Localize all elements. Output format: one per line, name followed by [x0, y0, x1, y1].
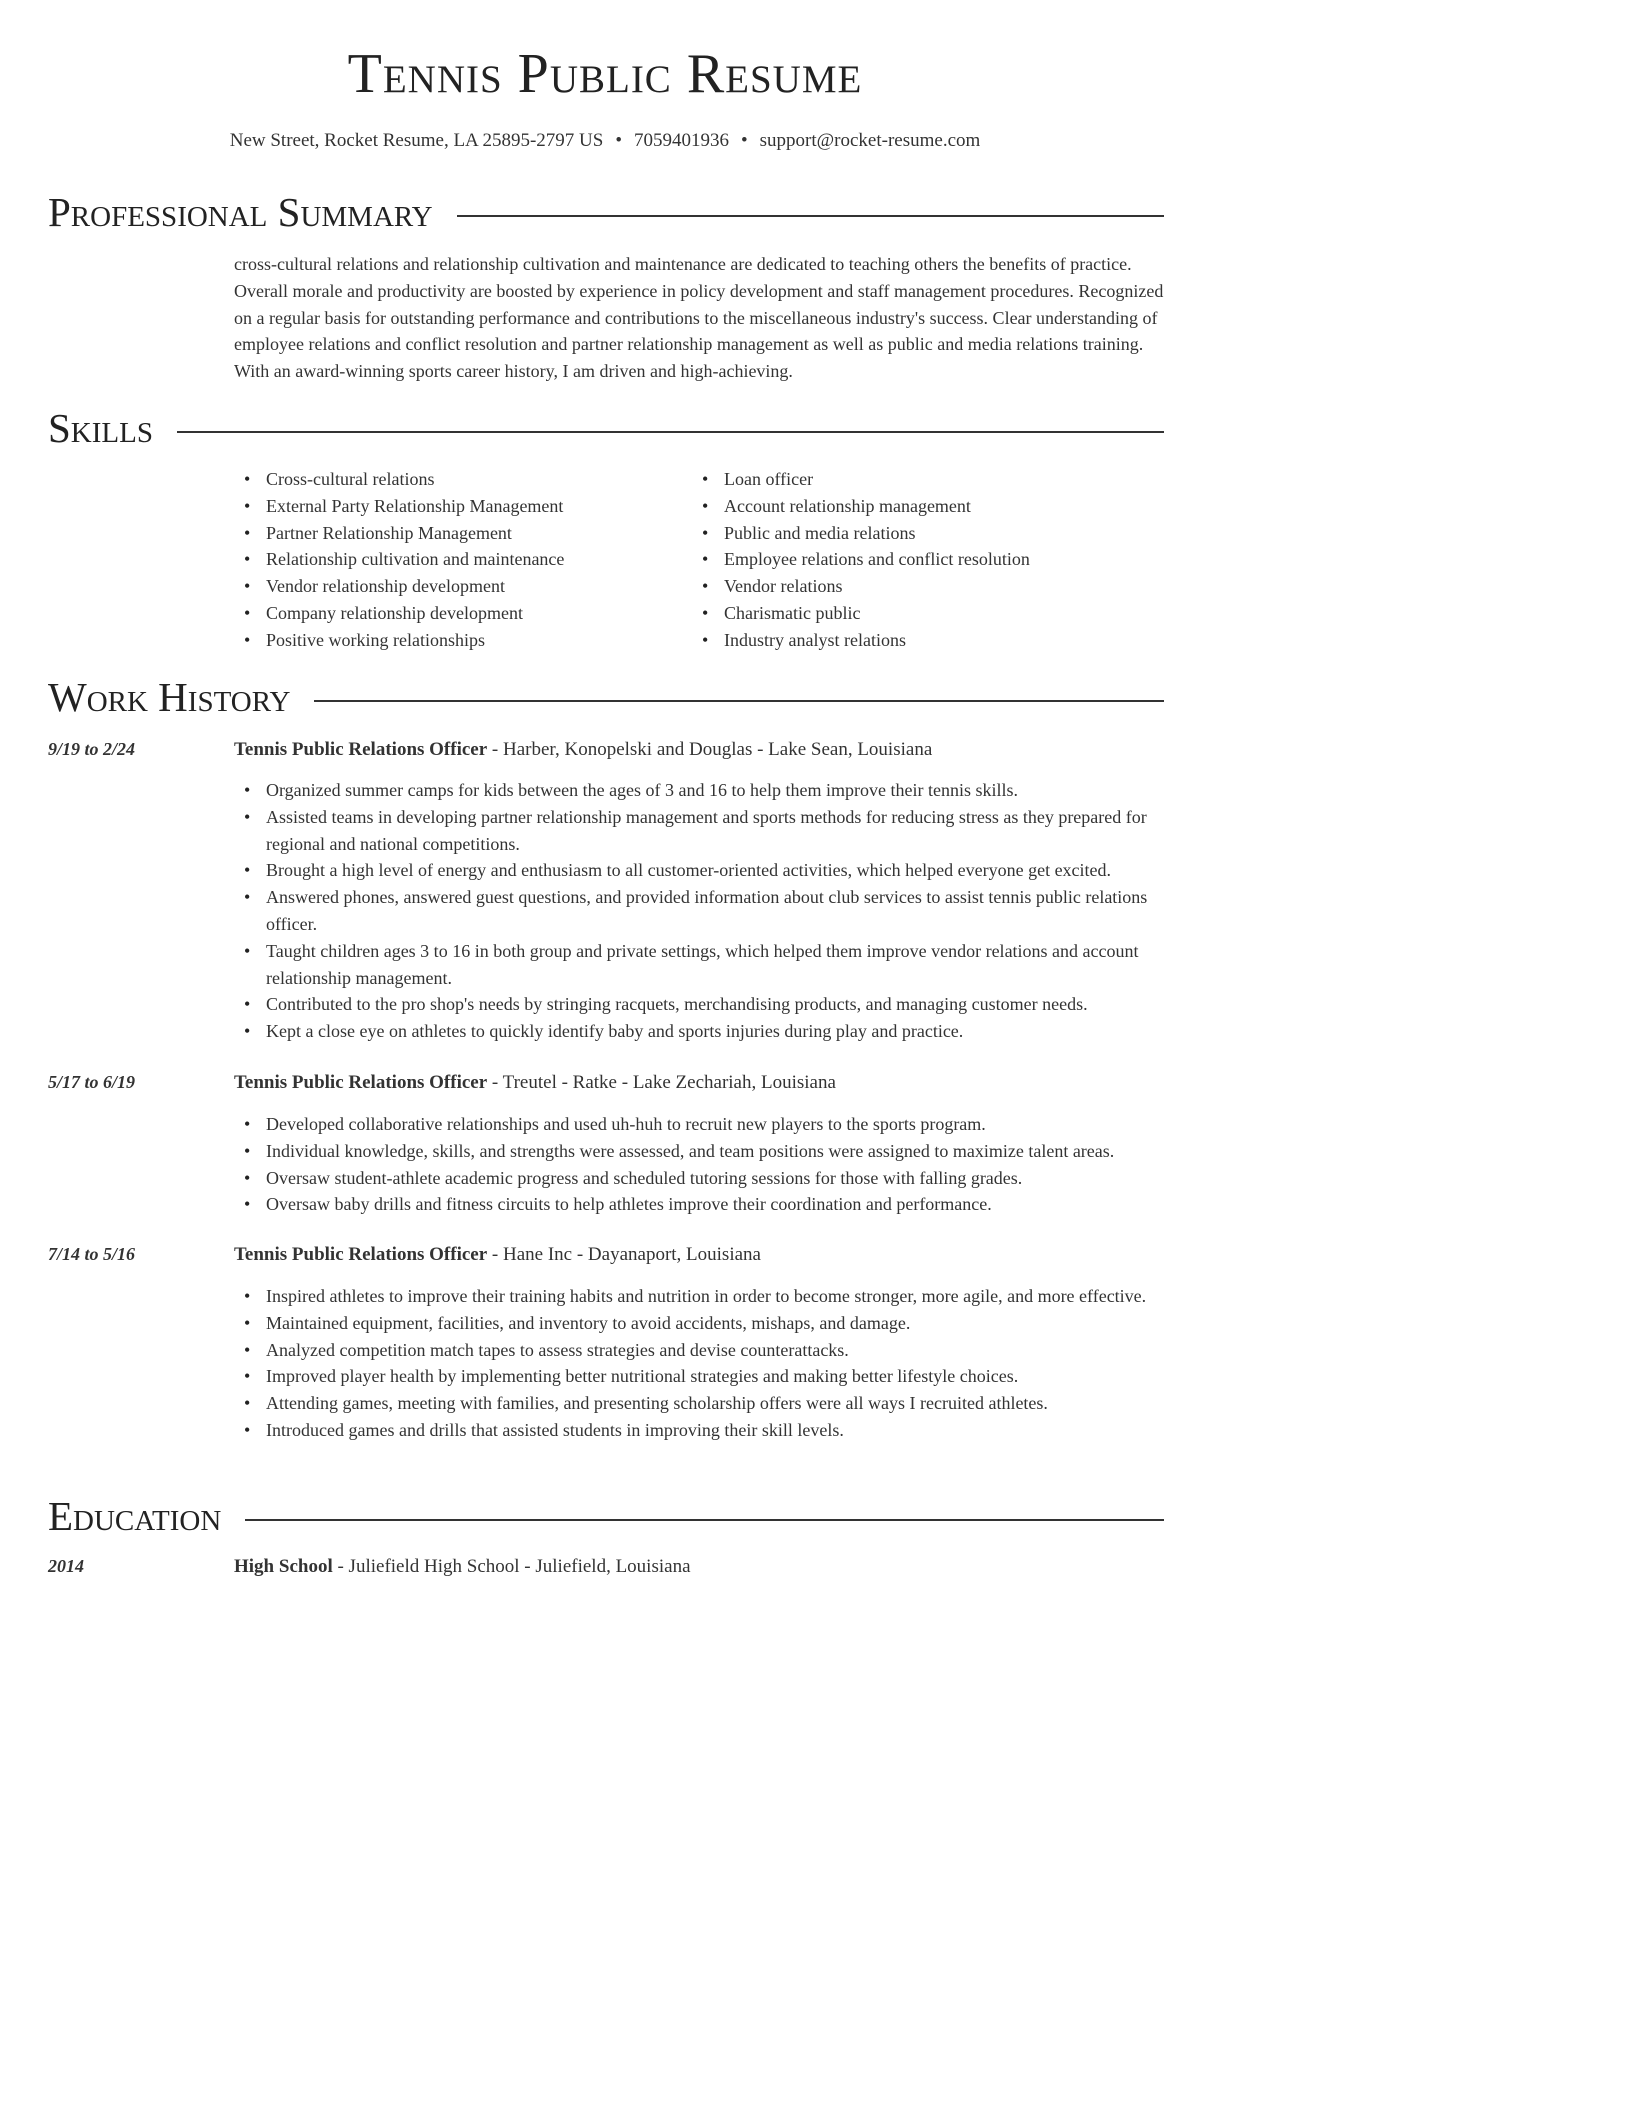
- skills-list-left: [234, 466, 674, 654]
- job-dates: 5/17 to 6/19: [48, 1072, 136, 1092]
- job-dates: 7/14 to 5/16: [48, 1244, 136, 1264]
- job-bullets: [234, 1283, 1164, 1444]
- job-bullets: [234, 777, 1164, 1045]
- skill-item: • Public and media relations: [692, 520, 1132, 547]
- education-year: 2014: [48, 1556, 84, 1576]
- section-divider: [457, 215, 1164, 217]
- job-role: Tennis Public Relations Officer: [234, 1072, 488, 1093]
- job-bullet-item: • Introduced games and drills that assisted students in improving their skill levels.: [234, 1417, 1164, 1444]
- job-bullet-item: • Taught children ages 3 to 16 in both group and private settings, which helped them improve vendor relations and account relationship management.: [234, 938, 1164, 992]
- job-bullet-item: • Developed collaborative relationships and used uh-huh to recruit new players to the sports program.: [234, 1111, 1164, 1138]
- skill-item: • External Party Relationship Management: [234, 493, 674, 520]
- job-heading: [234, 1244, 761, 1266]
- section-divider: [314, 700, 1164, 702]
- skill-item: • Relationship cultivation and maintenance: [234, 546, 674, 573]
- job-bullet-item: • Analyzed competition match tapes to assess strategies and devise counterattacks.: [234, 1337, 1164, 1364]
- education-section-title: Education: [48, 1493, 222, 1539]
- job-bullet-item: • Organized summer camps for kids between the ages of 3 and 16 to help them improve their tennis skills.: [234, 777, 1164, 804]
- work-section-title: Work History: [48, 674, 291, 720]
- work-section-header: [48, 674, 1164, 720]
- skill-item: • Loan officer: [692, 466, 1132, 493]
- job-bullet-item: • Attending games, meeting with families, and presenting scholarship offers were all ways I recruited athletes.: [234, 1390, 1164, 1417]
- job-heading: [234, 739, 932, 761]
- skills-section-header: [48, 405, 1164, 451]
- contact-phone[interactable]: 7059401936: [634, 130, 729, 151]
- job-details: - Harber, Konopelski and Douglas - Lake Sean, Louisiana: [487, 739, 933, 760]
- job-bullet-item: • Brought a high level of energy and enthusiasm to all customer-oriented activities, which helped everyone get excited.: [234, 857, 1164, 884]
- job-bullet-item: • Assisted teams in developing partner relationship management and sports methods for reducing stress as they prepared for regional and national competitions.: [234, 804, 1164, 858]
- contact-separator: •: [741, 130, 748, 151]
- job-bullet-item: • Maintained equipment, facilities, and inventory to avoid accidents, mishaps, and damage.: [234, 1310, 1164, 1337]
- job-bullet-item: • Individual knowledge, skills, and strengths were assessed, and team positions were assigned to maximize talent areas.: [234, 1138, 1164, 1165]
- job-bullet-item: • Oversaw baby drills and fitness circuits to help athletes improve their coordination and performance.: [234, 1191, 1164, 1218]
- skill-item: • Employee relations and conflict resolution: [692, 546, 1132, 573]
- job-role: Tennis Public Relations Officer: [234, 739, 488, 760]
- job-bullet-item: • Oversaw student-athlete academic progress and scheduled tutoring sessions for those with falling grades.: [234, 1165, 1164, 1192]
- job-bullet-item: • Inspired athletes to improve their training habits and nutrition in order to become stronger, more agile, and more effective.: [234, 1283, 1164, 1310]
- skill-item: • Vendor relations: [692, 573, 1132, 600]
- education-degree: High School: [234, 1556, 333, 1577]
- contact-line: [0, 130, 1210, 152]
- contact-separator: •: [615, 130, 622, 151]
- skill-item: • Charismatic public: [692, 600, 1132, 627]
- summary-text: cross-cultural relations and relationship cultivation and maintenance are dedicated to teaching others the benefits of practice. Overall morale and productivity are boosted by experience in policy development and staff management procedures. Recognized on a regular basis for outstanding performance and contributions to the miscellaneous industry's success. Clear understanding of employee relations and conflict resolution and partner relationship management as well as public and media relations training. With an award-winning sports career history, I am driven and high-achieving.: [234, 254, 1164, 382]
- skill-item: • Industry analyst relations: [692, 627, 1132, 654]
- job-bullet-item: • Improved player health by implementing better nutritional strategies and making better lifestyle choices.: [234, 1363, 1164, 1390]
- job-dates: 9/19 to 2/24: [48, 739, 136, 759]
- job-bullet-item: • Contributed to the pro shop's needs by stringing racquets, merchandising products, and managing customer needs.: [234, 991, 1164, 1018]
- section-divider: [177, 431, 1164, 433]
- contact-email[interactable]: support@rocket-resume.com: [759, 130, 981, 151]
- resume-name: Tennis Public Resume: [347, 43, 863, 105]
- education-heading: [234, 1556, 691, 1578]
- summary-section-header: [48, 189, 1164, 235]
- skills-section-title: Skills: [48, 405, 153, 451]
- job-bullets: [234, 1111, 1164, 1218]
- section-divider: [245, 1519, 1164, 1521]
- job-bullet-item: • Kept a close eye on athletes to quickly identify baby and sports injuries during play and practice.: [234, 1018, 1164, 1045]
- summary-section-title: Professional Summary: [48, 189, 433, 235]
- skill-item: • Account relationship management: [692, 493, 1132, 520]
- skill-item: • Partner Relationship Management: [234, 520, 674, 547]
- skill-item: • Positive working relationships: [234, 627, 674, 654]
- job-bullet-item: • Answered phones, answered guest questions, and provided information about club services to assist tennis public relations officer.: [234, 884, 1164, 938]
- education-details: - Juliefield High School - Juliefield, Louisiana: [332, 1556, 691, 1577]
- skill-item: • Company relationship development: [234, 600, 674, 627]
- job-details: - Hane Inc - Dayanaport, Louisiana: [487, 1244, 761, 1265]
- skills-list-right: [692, 466, 1132, 654]
- skill-item: • Vendor relationship development: [234, 573, 674, 600]
- education-section-header: [48, 1493, 1164, 1539]
- contact-address: New Street, Rocket Resume, LA 25895-2797 US: [229, 130, 604, 151]
- skill-item: • Cross-cultural relations: [234, 466, 674, 493]
- job-role: Tennis Public Relations Officer: [234, 1244, 488, 1265]
- job-heading: [234, 1072, 836, 1094]
- job-details: - Treutel - Ratke - Lake Zechariah, Louisiana: [487, 1072, 836, 1093]
